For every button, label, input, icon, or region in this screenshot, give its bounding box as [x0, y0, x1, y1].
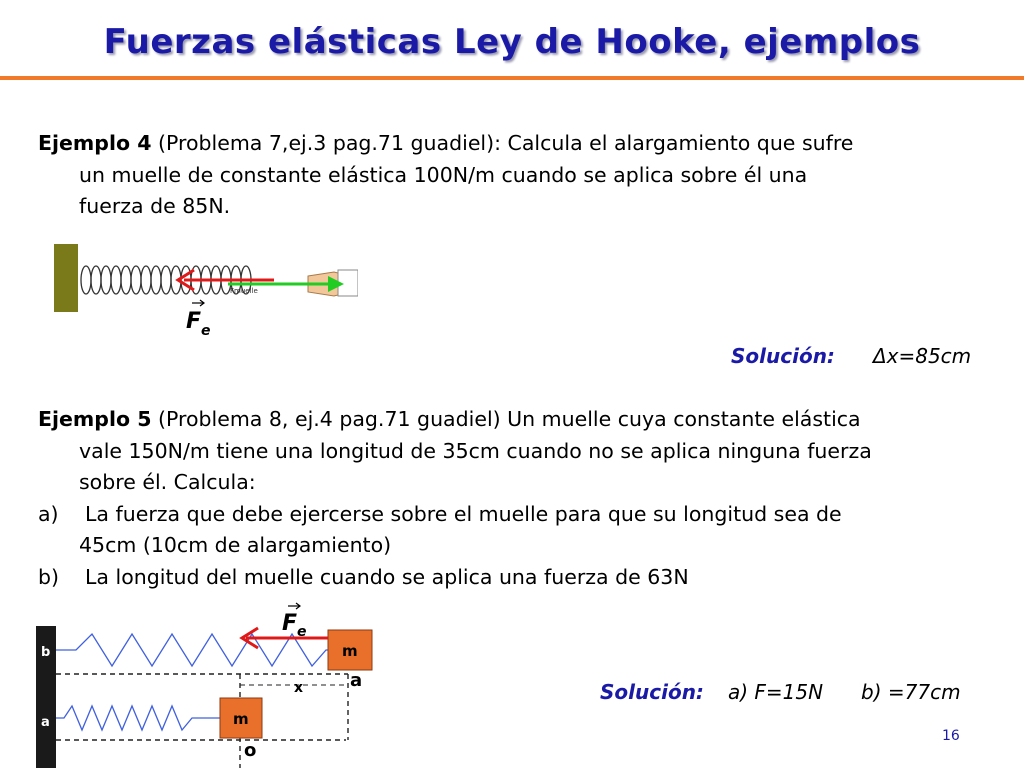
label-x: x [294, 680, 304, 696]
example-4-text [38, 128, 988, 223]
force-subscript-2: e [297, 624, 307, 640]
spring-a [56, 706, 220, 730]
label-a-position: a [350, 670, 363, 691]
example-4-label: Ejemplo 4 [38, 131, 152, 155]
title-underline [0, 76, 1024, 80]
example-4-line2: un muelle de constante elástica 100N/m cuando se aplica sobre él una [79, 162, 808, 187]
page-number: 16 [942, 728, 960, 744]
item-b-line1: La longitud del muelle cuando se aplica una fuerza de 63N [85, 564, 689, 589]
solution-5-a: a) F=15N [727, 680, 824, 704]
mass-b-label: m [342, 642, 358, 660]
force-symbol: F [186, 309, 202, 334]
item-b-label: b) [38, 564, 60, 589]
label-o: o [244, 740, 257, 761]
solution-5-label: Solución: [600, 680, 704, 704]
item-a-line1: La fuerza que debe ejercerse sobre el muelle para que su longitud sea de [85, 501, 842, 526]
solution-4 [731, 344, 971, 368]
example-5-line1: (Problema 8, ej.4 pag.71 guadiel) Un muelle cuya constante elástica [151, 407, 861, 431]
force-label-fe-2 [282, 603, 307, 640]
example-4-line3: fuerza de 85N. [79, 194, 231, 218]
wall-block [54, 244, 78, 312]
item-a [38, 499, 988, 562]
example-5-text [38, 404, 988, 593]
figure-spring-masses [36, 596, 386, 768]
slide-title: Fuerzas elásticas Ley de Hooke, ejemplos [103, 22, 921, 62]
force-symbol-2: F [282, 611, 298, 636]
mass-a-label: m [233, 710, 249, 728]
force-subscript: e [201, 323, 211, 339]
solution-5-b: b) =77cm [861, 680, 961, 704]
item-a-line2: 45cm (10cm de alargamiento) [79, 533, 392, 557]
fmuelle-tag: Fmuelle [230, 287, 258, 295]
solution-4-label: Solución: [731, 344, 835, 368]
solution-4-value: Δx=85cm [872, 344, 972, 368]
example-5-label: Ejemplo 5 [38, 407, 152, 431]
example-4-line1: (Problema 7,ej.3 pag.71 guadiel): Calcula el alargamiento que sufre [151, 131, 854, 155]
solution-5 [600, 680, 961, 704]
label-a: a [41, 715, 50, 730]
item-a-label: a) [38, 501, 59, 526]
label-b: b [41, 645, 51, 660]
example-5-line2: vale 150N/m tiene una longitud de 35cm cuando no se aplica ninguna fuerza [79, 438, 872, 463]
example-5-line3: sobre él. Calcula: [79, 470, 256, 494]
figure-spring-hand [38, 236, 358, 340]
item-b [38, 562, 988, 594]
